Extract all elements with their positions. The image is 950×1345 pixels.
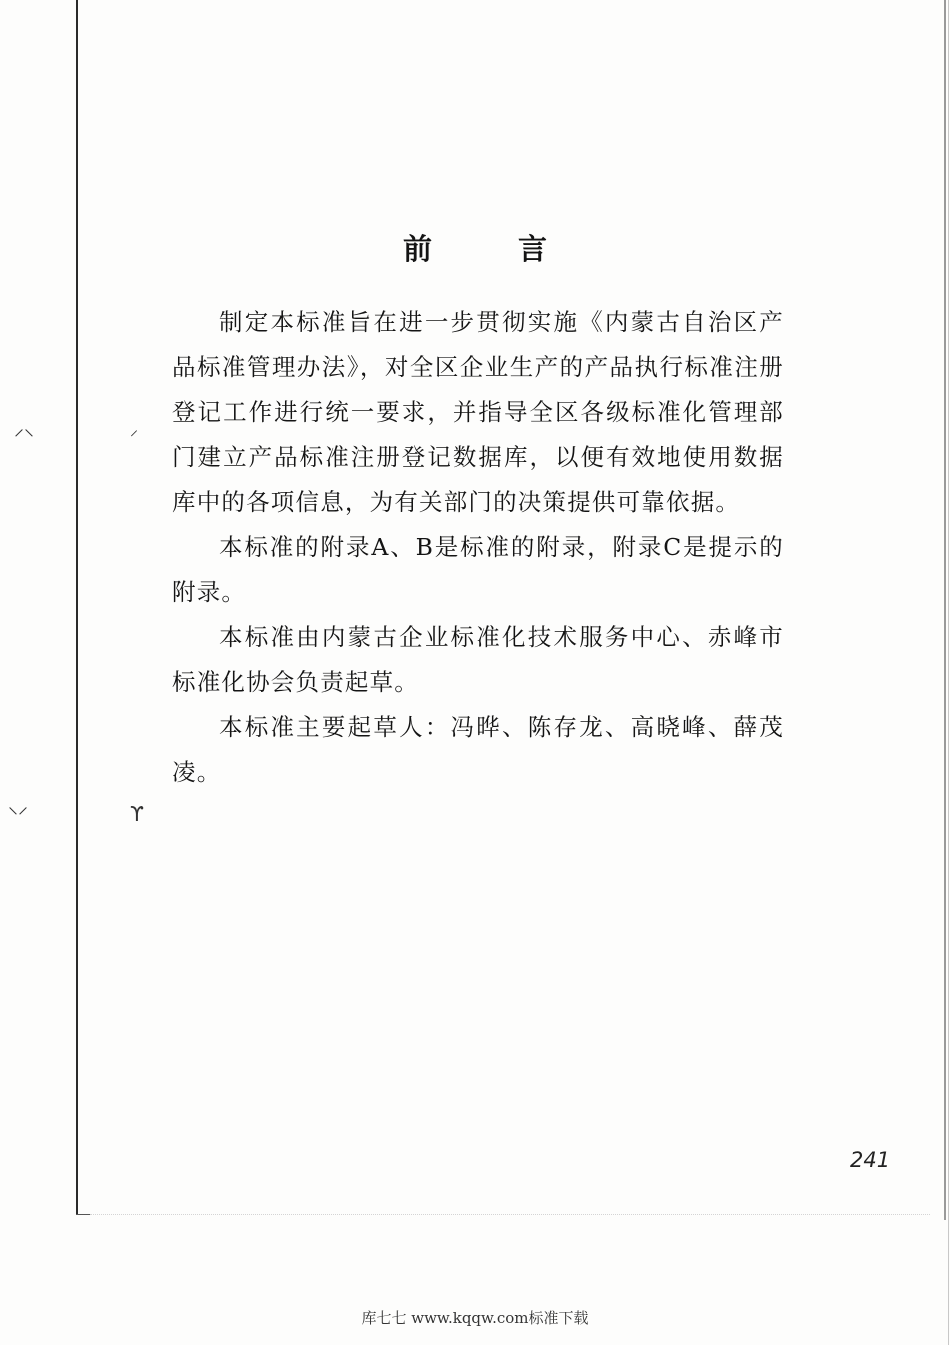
scan-left-corner bbox=[76, 1214, 90, 1215]
paragraph-appendix: 本标准的附录A、B是标准的附录，附录C是提示的附录。 bbox=[172, 533, 784, 606]
footer-watermark: 库七七 www.kqqw.com标准下载 bbox=[361, 1309, 589, 1327]
scan-right-border bbox=[944, 0, 946, 1220]
page-number: 241 bbox=[850, 1148, 891, 1172]
paragraph-drafters: 本标准主要起草人：冯晔、陈存龙、高晓峰、薛茂凌。 bbox=[172, 713, 784, 786]
scan-artifact-mark: ⸝⸜ bbox=[14, 416, 34, 440]
title-char-1: 前 bbox=[402, 232, 432, 267]
scan-artifact-mark: ϒ bbox=[130, 802, 144, 826]
scan-artifact-mark: ⸜⸝ bbox=[8, 794, 28, 818]
paragraph-drafting-org: 本标准由内蒙古企业标准化技术服务中心、赤峰市标准化协会负责起草。 bbox=[172, 623, 784, 696]
scan-artifact-mark: ⸝ bbox=[130, 420, 139, 439]
preface-body bbox=[172, 300, 784, 795]
page-title bbox=[0, 227, 950, 268]
scan-dotted-line bbox=[90, 1214, 930, 1215]
paragraph-purpose: 制定本标准旨在进一步贯彻实施《内蒙古自治区产品标准管理办法》，对全区企业生产的产品执行标准注册登记工作进行统一要求，并指导全区各级标准化管理部门建立产品标准注册登记数据库，以便有效地使用数据库中的各项信息，为有关部门的决策提供可靠依据。 bbox=[172, 308, 784, 516]
scan-right-edge bbox=[948, 0, 949, 1345]
scan-left-border bbox=[76, 0, 78, 1215]
title-char-2: 言 bbox=[518, 232, 548, 267]
